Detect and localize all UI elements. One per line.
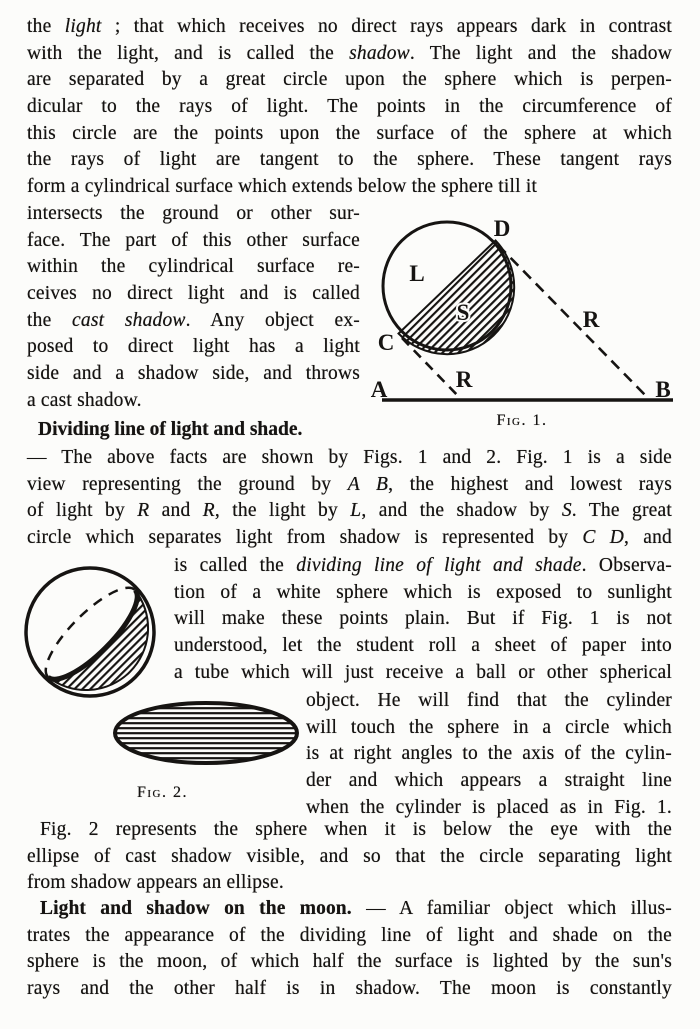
- text-line: Fig. 2 represents the sphere when it is below the eye with the: [40, 819, 672, 840]
- text-line: — The above facts are shown by Figs. 1 and 2. Fig. 1 is a side: [27, 447, 672, 468]
- text-line: is at right angles to the axis of the cylin-: [306, 743, 672, 765]
- text-line: of light by R and R, the light by L, and the shadow by S. The great: [27, 500, 673, 522]
- paragraph-intro: [27, 14, 672, 201]
- text-line: der and which appears a straight line: [306, 770, 672, 792]
- text-line: will make these points plain. But if Fig. 1 is not: [174, 608, 672, 630]
- text-line: dicular to the rays of light. The points in the circumference of: [27, 96, 672, 118]
- text-line: are separated by a great circle upon the sphere which is perpen-: [27, 69, 672, 91]
- fig1-label-d: D: [493, 216, 511, 241]
- text-line: from shadow appears an ellipse.: [27, 872, 284, 894]
- text-line: tion of a white sphere which is exposed to sunlight: [174, 581, 672, 603]
- fig1-label-r-upper: R: [582, 307, 600, 332]
- paragraph-cylinder: [306, 688, 672, 821]
- fig1-label-b: B: [655, 377, 671, 402]
- figure-2-caption: Fig. 2.: [136, 784, 188, 801]
- text-line: face. The part of this other surface: [27, 229, 360, 251]
- text-line: with the light, and is called the shadow. The light and the shadow: [27, 42, 672, 64]
- text-line: when the cylinder is placed as in Fig. 1.: [306, 796, 672, 818]
- text-line: the rays of light are tangent to the sphere. These tangent rays: [27, 149, 672, 171]
- text-line: circle which separates light from shadow is represented by C D, and: [27, 527, 672, 549]
- text-line: a tube which will just receive a ball or other spherical: [174, 661, 672, 683]
- paragraph-fig2-description: [27, 817, 672, 897]
- text-line: sphere is the moon, of which half the surface is lighted by the sun's: [27, 951, 672, 973]
- text-line: form a cylindrical surface which extends below the sphere till it: [27, 176, 538, 198]
- text-line: posed to direct light has a light: [27, 336, 360, 358]
- fig1-shadow-region: [399, 241, 515, 355]
- text-line: ellipse of cast shadow visible, and so that the circle separating light: [27, 845, 672, 867]
- text-line: the light ; that which receives no direct rays appears dark in contrast: [27, 16, 673, 37]
- figure-1-diagram: [365, 207, 690, 435]
- fig1-label-r-lower: R: [455, 367, 473, 392]
- paragraph-moon: [27, 896, 672, 1003]
- text-line: ceives no direct light and is called: [27, 283, 360, 305]
- text-line: a cast shadow.: [27, 389, 142, 411]
- fig2-cast-shadow-ellipse: [115, 703, 297, 763]
- fig1-label-c: C: [377, 330, 395, 355]
- fig1-tangent-ray-upper: [498, 245, 647, 397]
- fig1-label-a: A: [370, 377, 388, 402]
- text-line: understood, let the student roll a sheet of paper into: [174, 635, 672, 657]
- paragraph-dividing-line: [27, 445, 672, 552]
- fig1-label-light: L: [409, 261, 425, 286]
- fig1-label-shadow: S: [456, 300, 470, 325]
- text-line: side and a shadow side, and throws: [27, 363, 360, 385]
- paragraph-cast-shadow: [27, 201, 360, 415]
- text-line: this circle are the points upon the surface of the sphere at which: [27, 122, 672, 144]
- text-line: the cast shadow. Any object ex-: [27, 309, 360, 331]
- text-line: is called the dividing line of light and shade. Observa-: [174, 555, 672, 576]
- figure-1-caption: Fig. 1.: [496, 412, 548, 429]
- text-line: will touch the sphere in a circle which: [306, 716, 672, 738]
- text-line: object. He will find that the cylinder: [306, 690, 672, 711]
- text-line: view representing the ground by A B, the highest and lowest rays: [27, 473, 672, 495]
- text-line: within the cylindrical surface re-: [27, 256, 360, 278]
- text-line: rays and the other half is in shadow. The moon is constantly: [27, 978, 672, 1000]
- paragraph-observation: [174, 553, 672, 686]
- text-line: intersects the ground or other sur-: [27, 203, 360, 224]
- text-line: Light and shadow on the moon. — A familiar object which illus-: [40, 898, 672, 919]
- section-heading-dividing-line: Dividing line of light and shade.: [38, 419, 303, 440]
- text-line: trates the appearance of the dividing line of light and shade on the: [27, 924, 672, 946]
